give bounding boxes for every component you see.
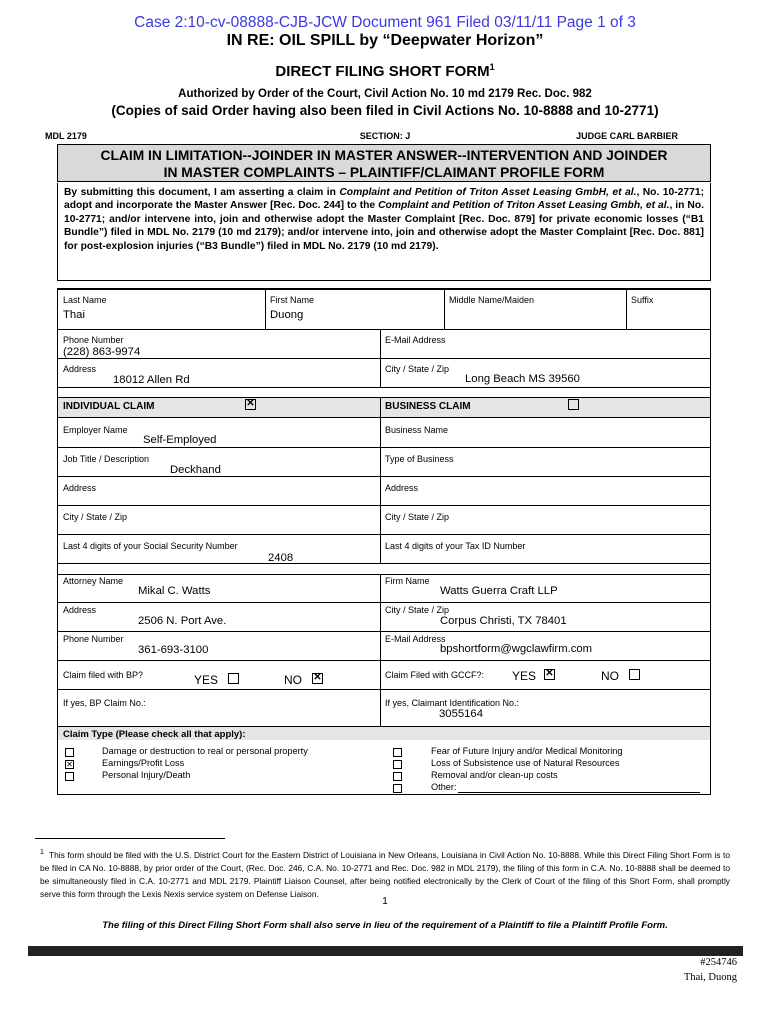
page-number: 1 xyxy=(382,896,388,907)
first-name-label: First Name xyxy=(270,295,315,305)
intro-italic-1: Complaint and Petition of Triton Asset Leasing GmbH, et al. xyxy=(339,187,637,198)
employer-city-label: City / State / Zip xyxy=(63,512,128,522)
ssn-field[interactable]: 2408 xyxy=(268,552,294,564)
gccf-no-checkbox[interactable] xyxy=(629,669,640,680)
employer-address-label: Address xyxy=(63,483,97,493)
section-label: SECTION: J xyxy=(359,131,411,141)
phone-label: Phone Number xyxy=(63,335,124,345)
footnote xyxy=(40,846,730,901)
attorney-address-field[interactable]: 2506 N. Port Ave. xyxy=(138,615,227,627)
address-label: Address xyxy=(63,364,97,374)
tax-id-label: Last 4 digits of your Tax ID Number xyxy=(385,541,526,551)
claimant-name: Thai, Duong xyxy=(683,972,737,983)
intro-text-2: , No. 10-2771; adopt and incorporate the Master Answer [Rec. Doc. 244] to the xyxy=(64,187,704,212)
claim-type-right-checkbox-4[interactable] xyxy=(393,784,402,793)
city-state-zip-label: City / State / Zip xyxy=(385,364,450,374)
type-of-business-label: Type of Business xyxy=(385,454,454,464)
suffix-label: Suffix xyxy=(631,295,654,305)
attorney-name-label: Attorney Name xyxy=(63,576,124,586)
business-address-label: Address xyxy=(385,483,419,493)
footnote-text: This form should be filed with the U.S. District Court for the Eastern District of Louisiana in New Orleans, Louisiana in Civil Action No. 10-8888. While this Direct Filing Short Form is to be filed in CA No. 10-8888, by prior order of the Court, (Rec. Doc. 246, C.A. No. 10-2771 and Rec. Doc. 982 in MDL 2179), the filing of this form in C.A. No. 10-8888 shall be deemed to be simultaneously filed in C.A. 10-2771 and MDL 2179. Plaintiff Liaison Counsel, after being notified electronically by the Clerk of Court of the filing of this Short Form, shall promptly serve this form through the Lexis Nexis service system on Defense Liaison. xyxy=(40,849,730,899)
authorization-line: Authorized by Order of the Court, Civil Action No. 10 md 2179 Rec. Doc. 982 xyxy=(178,88,592,100)
judge-name: JUDGE CARL BARBIER xyxy=(576,131,678,141)
claim-type-label: Claim Type (Please check all that apply): xyxy=(63,729,246,740)
last-name-label: Last Name xyxy=(63,295,107,305)
attorney-name-field[interactable]: Mikal C. Watts xyxy=(138,585,211,597)
ssn-label: Last 4 digits of your Social Security Number xyxy=(63,541,238,551)
intro-text-3: , in No. 10-2771; and/or intervene into, join and otherwise adopt the Master Complaint [Rec. Doc. 879] for private economic losses (“B1 Bundle”) filed in MDL No. 2179 (10 md 2179); and/or intervene into, join and otherwise adopt the Master Complaint [Rec. Doc. 881] for post-explosion injuries (“B3 Bundle”) filed in MDL No. 2179 (10 md 2179). xyxy=(64,200,704,252)
bp-no-checkbox[interactable] xyxy=(312,673,323,684)
claim-type-left-label-3: Personal Injury/Death xyxy=(102,770,191,780)
last-name-field[interactable]: Thai xyxy=(63,309,85,321)
header-line-1: CLAIM IN LIMITATION--JOINDER IN MASTER ANSWER--INTERVENTION AND JOINDER xyxy=(100,148,668,163)
city-state-zip-field[interactable]: Long Beach MS 39560 xyxy=(465,373,580,385)
middle-name-label: Middle Name/Maiden xyxy=(449,295,535,305)
bp-yes-checkbox[interactable] xyxy=(228,673,239,684)
footnote-ref: 1 xyxy=(489,62,495,72)
attorney-city-field[interactable]: Corpus Christi, TX 78401 xyxy=(440,615,567,627)
other-blank-line[interactable] xyxy=(458,792,700,793)
claimant-form xyxy=(57,288,711,795)
job-title-label: Job Title / Description xyxy=(63,454,150,464)
header-line-2: IN MASTER COMPLAINTS – PLAINTIFF/CLAIMANT PROFILE FORM xyxy=(163,165,605,180)
attorney-email-label: E-Mail Address xyxy=(385,634,446,644)
bp-no-label: NO xyxy=(284,673,302,687)
claim-type-right-checkbox-3[interactable] xyxy=(393,772,402,781)
gccf-yes-checkbox[interactable] xyxy=(544,669,555,680)
individual-claim-checkbox[interactable] xyxy=(245,399,256,410)
claim-kind-row xyxy=(58,397,710,417)
claim-type-right-label-4: Other: xyxy=(431,782,457,792)
attorney-phone-label: Phone Number xyxy=(63,634,124,644)
claim-bp-label: Claim filed with BP? xyxy=(63,670,144,680)
claimant-id-field[interactable]: 3055164 xyxy=(439,708,483,720)
employer-name-label: Employer Name xyxy=(63,425,128,435)
page-title: IN RE: OIL SPILL by “Deepwater Horizon” xyxy=(226,32,544,49)
business-city-label: City / State / Zip xyxy=(385,512,450,522)
email-label: E-Mail Address xyxy=(385,335,446,345)
firm-name-label: Firm Name xyxy=(385,576,430,586)
business-claim-label: BUSINESS CLAIM xyxy=(385,401,471,412)
claim-type-right-label-3: Removal and/or clean-up costs xyxy=(431,770,558,780)
intro-text-1: By submitting this document, I am asserting a claim in xyxy=(64,187,340,198)
firm-name-field[interactable]: Watts Guerra Craft LLP xyxy=(440,585,558,597)
job-title-field[interactable]: Deckhand xyxy=(170,464,221,476)
footnote-rule xyxy=(35,838,225,839)
first-name-field[interactable]: Duong xyxy=(270,309,304,321)
attorney-city-label: City / State / Zip xyxy=(385,605,450,615)
bp-claim-no-label: If yes, BP Claim No.: xyxy=(63,698,146,708)
claim-type-right-label-2: Loss of Subsistence use of Natural Resources xyxy=(431,758,620,768)
claimant-id-label: If yes, Claimant Identification No.: xyxy=(385,698,520,708)
document-id: #254746 xyxy=(700,957,737,968)
mdl-number: MDL 2179 xyxy=(45,131,87,141)
claim-type-left-checkbox-2[interactable] xyxy=(65,760,74,769)
claim-gccf-label: Claim Filed with GCCF?: xyxy=(385,670,485,680)
individual-claim-label: INDIVIDUAL CLAIM xyxy=(63,401,155,412)
phone-field[interactable]: (228) 863-9974 xyxy=(63,346,141,358)
form-header-box xyxy=(57,144,711,182)
bp-yes-label: YES xyxy=(194,673,219,687)
claim-type-right-label-1: Fear of Future Injury and/or Medical Monitoring xyxy=(431,746,623,756)
footer-bar xyxy=(28,946,743,956)
gccf-yes-label: YES xyxy=(512,669,537,683)
attorney-email-field[interactable]: bpshortform@wgclawfirm.com xyxy=(440,643,593,655)
intro-italic-2: Complaint and Petition of Triton Asset Leasing Gmbh, et al. xyxy=(378,200,670,212)
claim-type-right-checkbox-1[interactable] xyxy=(393,748,402,757)
employer-name-field[interactable]: Self-Employed xyxy=(143,434,217,446)
address-field[interactable]: 18012 Allen Rd xyxy=(113,374,190,386)
gccf-no-label: NO xyxy=(601,669,619,683)
claim-type-left-label-2: Earnings/Profit Loss xyxy=(102,758,185,768)
lieu-statement: The filing of this Direct Filing Short Form shall also serve in lieu of the requirement of a Plaintiff to file a Plaintiff Profile Form. xyxy=(102,920,668,931)
claim-type-right-checkbox-2[interactable] xyxy=(393,760,402,769)
copies-line: (Copies of said Order having also been filed in Civil Actions No. 10-8888 and 10-2771) xyxy=(111,103,659,118)
form-title: DIRECT FILING SHORT FORM$^1$ xyxy=(275,62,495,80)
footnote-number: 1 xyxy=(40,849,44,856)
business-claim-checkbox[interactable] xyxy=(568,399,579,410)
attorney-phone-field[interactable]: 361-693-3100 xyxy=(138,644,209,656)
attorney-address-label: Address xyxy=(63,605,97,615)
intro-paragraph xyxy=(57,183,711,281)
claim-type-left-checkbox-3[interactable] xyxy=(65,772,74,781)
business-name-label: Business Name xyxy=(385,425,449,435)
case-stamp: Case 2:10-cv-08888-CJB-JCW Document 961 Filed 03/11/11 Page 1 of 3 xyxy=(134,14,636,31)
claim-type-left-label-1: Damage or destruction to real or personal property xyxy=(102,746,308,756)
claim-type-left-checkbox-1[interactable] xyxy=(65,748,74,757)
